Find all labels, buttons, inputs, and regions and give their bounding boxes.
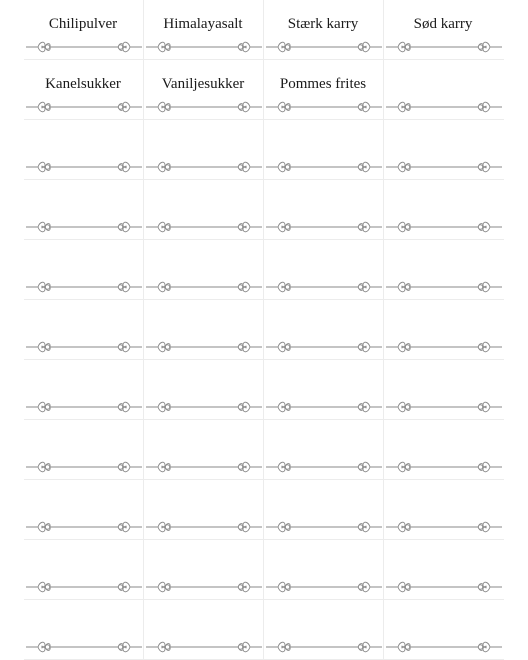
label-cell <box>144 60 262 120</box>
label-cell <box>24 120 142 180</box>
flourish-divider-icon <box>386 518 502 536</box>
flourish-divider-icon <box>266 158 382 176</box>
flourish-divider-icon <box>26 458 142 476</box>
label-text: Kanelsukker <box>45 76 121 92</box>
label-cell <box>384 420 502 480</box>
label-text: Pommes frites <box>279 76 367 92</box>
flourish-divider-icon <box>386 398 502 416</box>
label-cell <box>144 480 262 540</box>
label-cell <box>384 540 502 600</box>
label-cell <box>24 300 142 360</box>
label-cell <box>144 300 262 360</box>
label-cell <box>144 360 262 420</box>
label-cell <box>264 360 382 420</box>
flourish-divider-icon <box>266 638 382 656</box>
flourish-divider-icon <box>386 578 502 596</box>
label-sheet <box>24 0 504 660</box>
label-cell <box>144 0 262 60</box>
label-cell <box>264 120 382 180</box>
flourish-divider-icon <box>26 278 142 296</box>
flourish-divider-icon <box>26 218 142 236</box>
label-cell <box>24 360 142 420</box>
flourish-divider-icon <box>266 98 382 116</box>
flourish-divider-icon <box>146 638 262 656</box>
flourish-divider-icon <box>146 98 262 116</box>
flourish-divider-icon <box>146 218 262 236</box>
label-cell <box>24 180 142 240</box>
label-cell <box>264 0 382 60</box>
label-cell <box>144 180 262 240</box>
flourish-divider-icon <box>386 278 502 296</box>
label-cell <box>24 60 142 120</box>
label-cell <box>144 600 262 660</box>
flourish-divider-icon <box>386 338 502 356</box>
label-cell <box>144 420 262 480</box>
label-cell <box>264 240 382 300</box>
flourish-divider-icon <box>26 338 142 356</box>
flourish-divider-icon <box>146 398 262 416</box>
flourish-divider-icon <box>26 38 142 56</box>
label-text: Sød karry <box>413 16 473 32</box>
label-cell <box>24 480 142 540</box>
flourish-divider-icon <box>26 578 142 596</box>
flourish-divider-icon <box>266 38 382 56</box>
label-cell <box>384 60 502 120</box>
label-cell <box>144 240 262 300</box>
label-cell <box>264 180 382 240</box>
flourish-divider-icon <box>386 218 502 236</box>
label-cell <box>384 300 502 360</box>
label-cell <box>384 480 502 540</box>
label-cell <box>384 240 502 300</box>
label-cell <box>264 480 382 540</box>
label-cell <box>24 600 142 660</box>
label-text: Stærk karry <box>287 16 359 32</box>
flourish-divider-icon <box>266 278 382 296</box>
label-cell <box>264 600 382 660</box>
flourish-divider-icon <box>266 518 382 536</box>
label-text: Himalayasalt <box>163 16 243 32</box>
flourish-divider-icon <box>266 398 382 416</box>
flourish-divider-icon <box>386 458 502 476</box>
label-cell <box>264 420 382 480</box>
label-cell <box>384 0 502 60</box>
flourish-divider-icon <box>26 518 142 536</box>
flourish-divider-icon <box>146 338 262 356</box>
flourish-divider-icon <box>26 158 142 176</box>
flourish-divider-icon <box>386 158 502 176</box>
flourish-divider-icon <box>266 458 382 476</box>
flourish-divider-icon <box>146 458 262 476</box>
flourish-divider-icon <box>146 578 262 596</box>
flourish-divider-icon <box>26 98 142 116</box>
label-cell <box>384 180 502 240</box>
flourish-divider-icon <box>146 38 262 56</box>
flourish-divider-icon <box>386 98 502 116</box>
label-text: Vaniljesukker <box>161 76 245 92</box>
label-cell <box>144 120 262 180</box>
flourish-divider-icon <box>386 38 502 56</box>
label-cell <box>24 540 142 600</box>
flourish-divider-icon <box>386 638 502 656</box>
label-cell <box>24 240 142 300</box>
label-cell <box>384 600 502 660</box>
flourish-divider-icon <box>26 398 142 416</box>
label-cell <box>144 540 262 600</box>
flourish-divider-icon <box>146 278 262 296</box>
flourish-divider-icon <box>26 638 142 656</box>
flourish-divider-icon <box>146 518 262 536</box>
label-cell <box>24 0 142 60</box>
label-cell <box>384 120 502 180</box>
label-text: Chilipulver <box>48 16 118 32</box>
label-cell <box>264 60 382 120</box>
label-cell <box>384 360 502 420</box>
label-cell <box>264 540 382 600</box>
flourish-divider-icon <box>266 218 382 236</box>
flourish-divider-icon <box>266 338 382 356</box>
flourish-divider-icon <box>146 158 262 176</box>
label-cell <box>264 300 382 360</box>
flourish-divider-icon <box>266 578 382 596</box>
label-cell <box>24 420 142 480</box>
